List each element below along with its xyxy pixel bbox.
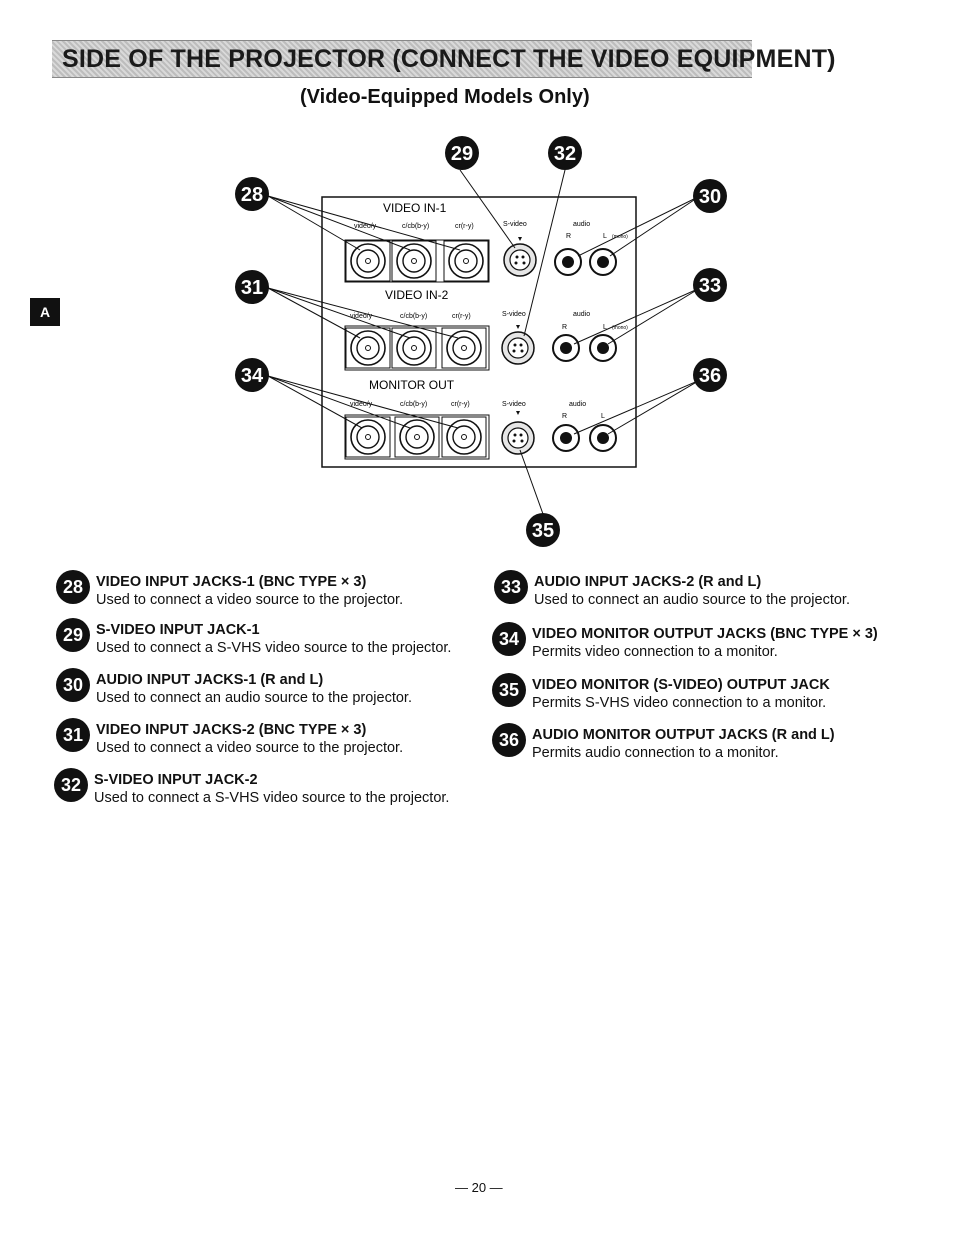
- item-number-badge: 35: [492, 673, 526, 707]
- audio-r-label: R: [562, 413, 568, 420]
- item-number-badge: 34: [492, 622, 526, 656]
- audio-l-label: L: [603, 324, 607, 331]
- item-description: Used to connect an audio source to the projector.: [534, 592, 850, 608]
- bnc-label: c/cb(b-y): [400, 313, 428, 320]
- section-title-monitor-out: MONITOR OUT: [369, 378, 455, 392]
- callout-33-label: 33: [698, 275, 722, 297]
- callout-36-label: 36: [698, 365, 722, 387]
- mono-label: (mono): [612, 325, 628, 331]
- audio-l-label: L: [601, 413, 605, 420]
- section-title-video-in-1: VIDEO IN-1: [383, 201, 447, 215]
- item-number-badge: 36: [492, 723, 526, 757]
- callout-35-label: 35: [531, 520, 555, 542]
- bnc-label: cr(r-y): [455, 223, 474, 230]
- audio-label: audio: [573, 311, 591, 318]
- item-description: Permits S-VHS video connection to a monitor.: [532, 695, 827, 711]
- bnc-label: video/y: [350, 401, 373, 408]
- item-number-badge: 28: [56, 570, 90, 604]
- item-heading: AUDIO INPUT JACKS-1 (R and L): [96, 672, 324, 688]
- callout-34-label: 34: [240, 365, 264, 387]
- section-title-video-in-2: VIDEO IN-2: [385, 288, 449, 302]
- item-description: Used to connect an audio source to the projector.: [96, 690, 412, 706]
- item-heading: AUDIO INPUT JACKS-2 (R and L): [534, 574, 762, 590]
- item-heading: VIDEO INPUT JACKS-1 (BNC TYPE × 3): [96, 574, 367, 590]
- item-description: Permits video connection to a monitor.: [532, 644, 778, 660]
- item-number-badge: 32: [54, 768, 88, 802]
- bnc-label: video/y: [354, 223, 377, 230]
- bnc-label: cr(r-y): [451, 401, 470, 408]
- bnc-label: video/y: [350, 313, 373, 320]
- page-number: — 20 —: [455, 1180, 503, 1195]
- svideo-label: S-video: [502, 401, 526, 408]
- item-heading: VIDEO MONITOR (S-VIDEO) OUTPUT JACK: [532, 677, 830, 693]
- audio-label: audio: [573, 221, 591, 228]
- item-number-badge: 31: [56, 718, 90, 752]
- item-description: Used to connect a video source to the projector.: [96, 592, 404, 608]
- callout-31-label: 31: [240, 277, 264, 299]
- connector-panel-diagram: [0, 0, 954, 560]
- item-heading: VIDEO INPUT JACKS-2 (BNC TYPE × 3): [96, 722, 367, 738]
- audio-r-label: R: [566, 233, 572, 240]
- item-heading: S-VIDEO INPUT JACK-1: [96, 622, 260, 638]
- audio-l-label: L: [603, 233, 607, 240]
- item-heading: AUDIO MONITOR OUTPUT JACKS (R and L): [532, 727, 835, 743]
- item-description: Used to connect a video source to the projector.: [96, 740, 404, 756]
- item-description: Used to connect a S-VHS video source to the projector.: [94, 790, 450, 806]
- section-tab: A: [30, 298, 60, 326]
- callout-30-label: 30: [698, 186, 722, 208]
- item-number-badge: 30: [56, 668, 90, 702]
- item-description: Permits audio connection to a monitor.: [532, 745, 779, 761]
- bnc-label: cr(r-y): [452, 313, 471, 320]
- page-title: SIDE OF THE PROJECTOR (CONNECT THE VIDEO EQUIPMENT): [62, 45, 836, 73]
- item-number-badge: 29: [56, 618, 90, 652]
- page-subtitle: (Video-Equipped Models Only): [300, 86, 590, 108]
- item-heading: VIDEO MONITOR OUTPUT JACKS (BNC TYPE × 3): [532, 626, 878, 642]
- svideo-label: S-video: [503, 221, 527, 228]
- item-description: Used to connect a S-VHS video source to the projector.: [96, 640, 452, 656]
- callout-32-label: 32: [553, 143, 577, 165]
- bnc-label: c/cb(b-y): [400, 401, 428, 408]
- callout-28-label: 28: [240, 184, 264, 206]
- audio-label: audio: [569, 401, 587, 408]
- callout-29-label: 29: [450, 143, 474, 165]
- audio-r-label: R: [562, 324, 568, 331]
- svideo-label: S-video: [502, 311, 526, 318]
- item-number-badge: 33: [494, 570, 528, 604]
- bnc-label: c/cb(b-y): [402, 223, 430, 230]
- item-heading: S-VIDEO INPUT JACK-2: [94, 772, 258, 788]
- mono-label: (mono): [612, 234, 628, 240]
